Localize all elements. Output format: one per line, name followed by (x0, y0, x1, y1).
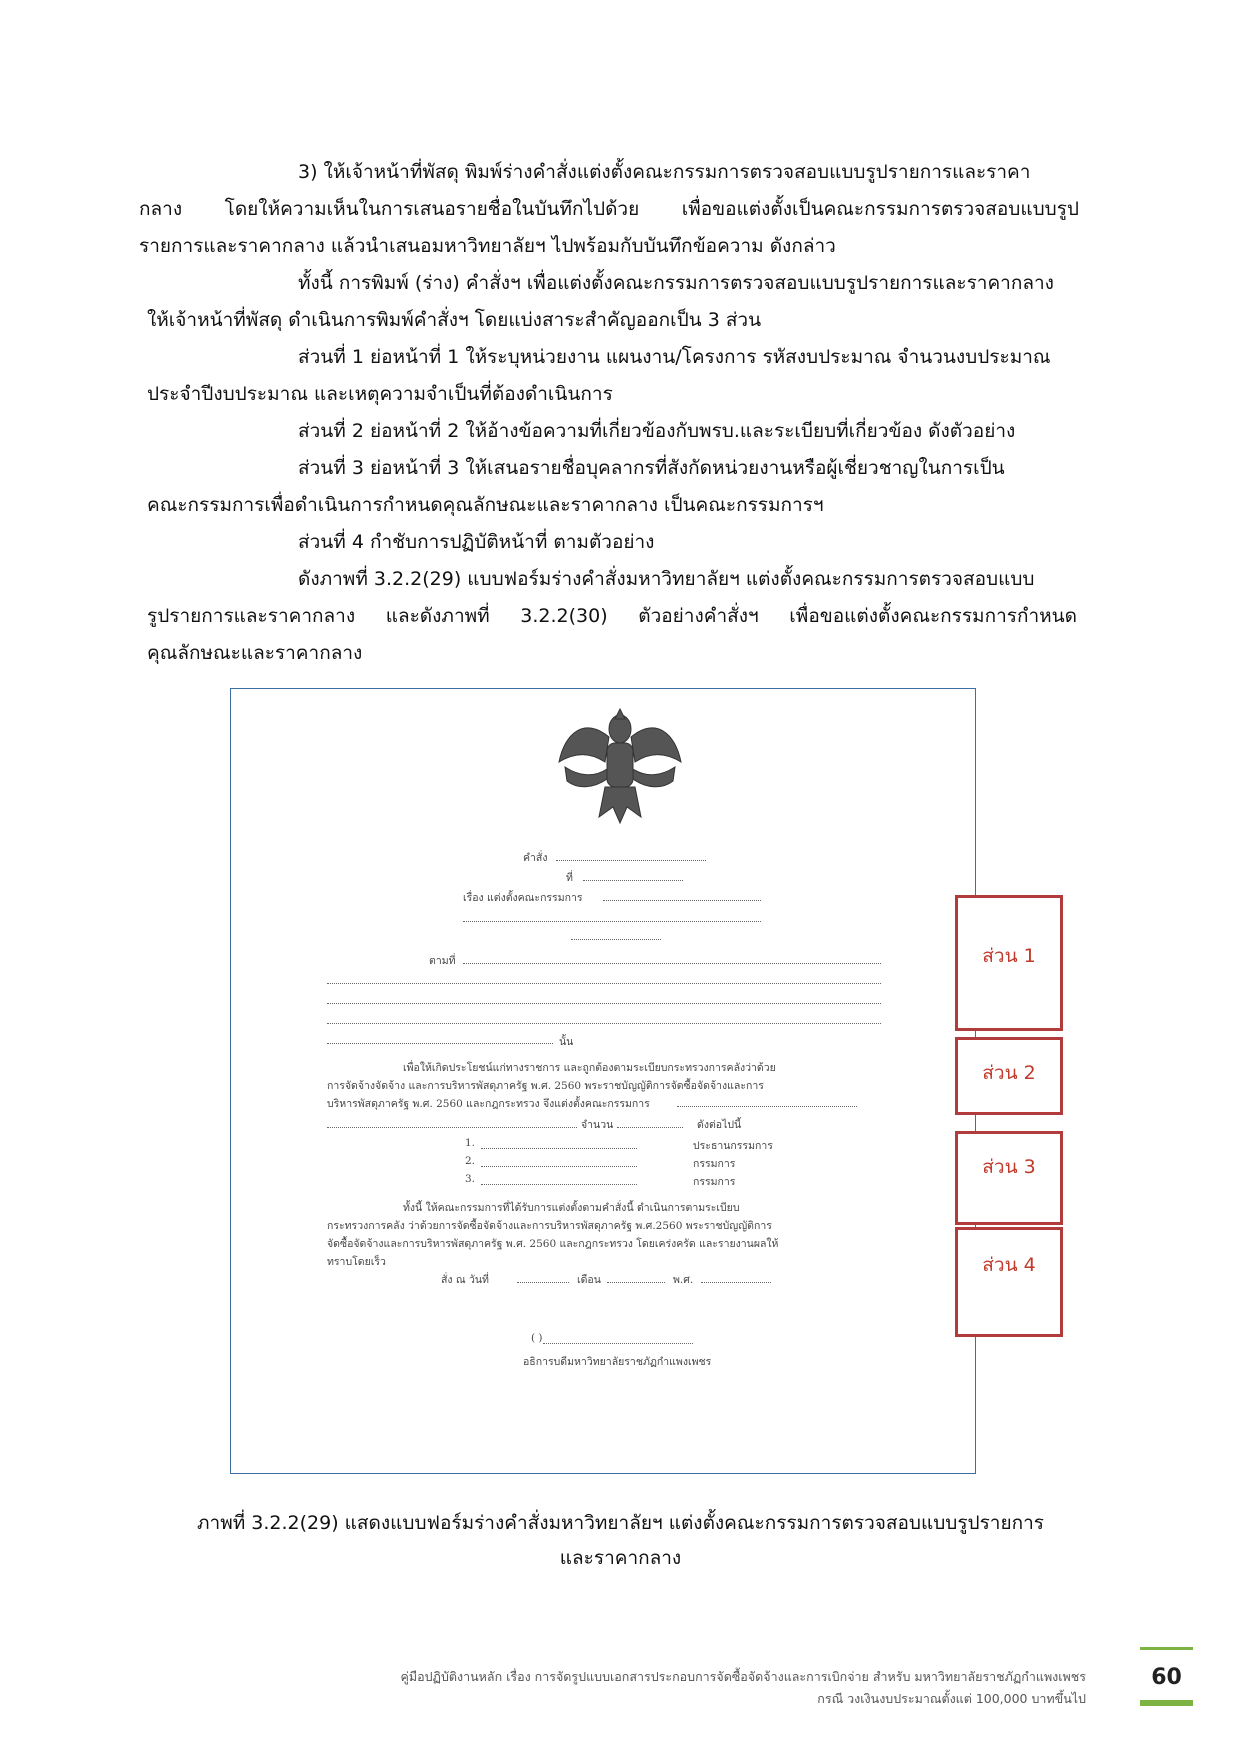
form-subject-blank (603, 900, 761, 901)
figure-caption-line-2: และราคากลาง (559, 1547, 682, 1569)
form-member-1-blank (481, 1148, 637, 1149)
form-subject-blank-2 (463, 921, 761, 922)
form-year-blank (701, 1282, 771, 1283)
form-para1-line-3 (327, 1003, 881, 1004)
section-1-label: ส่วน 1 (982, 945, 1036, 967)
body-line-4: ทั้งนี้ การพิมพ์ (ร่าง) คำสั่งฯ เพื่อแต่งตั้งคณะกรรมการตรวจสอบแบบรูปรายการและราคากลาง (298, 272, 1054, 294)
page-number-bottom-rule (1140, 1700, 1193, 1706)
form-para2-blank (677, 1106, 857, 1107)
form-subject-underline (571, 939, 661, 940)
form-amount-label: จำนวน (581, 1119, 614, 1131)
section-2-label: ส่วน 2 (982, 1062, 1036, 1084)
form-para4-line-4: ทราบโดยเร็ว (327, 1256, 386, 1268)
form-member-2-role: กรรมการ (693, 1158, 736, 1170)
body-line-2: กลาง โดยให้ความเห็นในการเสนอรายชื่อในบันทึกไปด้วย เพื่อขอแต่งตั้งเป็นคณะกรรมการตรวจสอบแบบรูป (139, 198, 1079, 220)
form-para4-line-3: จัดซื้อจัดจ้างและการบริหารพัสดุภาครัฐ พ.ศ. 2560 และกฎกระทรวง โดยเคร่งครัด และรายงานผลให้ (327, 1238, 779, 1250)
form-member-2-num: 2. (465, 1155, 476, 1167)
form-signer-title: อธิการบดีมหาวิทยาลัยราชภัฏกำแพงเพชร (523, 1356, 712, 1368)
body-line-10: คณะกรรมการเพื่อดำเนินการกำหนดคุณลักษณะและราคากลาง เป็นคณะกรรมการฯ (147, 494, 824, 516)
form-member-3-role: กรรมการ (693, 1176, 736, 1188)
form-day-blank (517, 1282, 569, 1283)
form-para4-line-2: กระทรวงการคลัง ว่าด้วยการจัดซื้อจัดจ้างและการบริหารพัสดุภาครัฐ พ.ศ.2560 พระราชบัญญัติการ (327, 1220, 772, 1232)
figure-caption-line-1: ภาพที่ 3.2.2(29) แสดงแบบฟอร์มร่างคำสั่งมหาวิทยาลัยฯ แต่งตั้งคณะกรรมการตรวจสอบแบบรูปรายการ (197, 1512, 1044, 1534)
order-form-figure (230, 688, 976, 1474)
form-member-2-blank (481, 1166, 637, 1167)
form-para2-line-3: บริหารพัสดุภาครัฐ พ.ศ. 2560 และกฎกระทรวง จึงแต่งตั้งคณะกรรมการ (327, 1098, 650, 1110)
form-order-label: คำสั่ง (523, 852, 548, 864)
form-according-label: ตามที่ (429, 955, 456, 967)
body-line-9: ส่วนที่ 3 ย่อหน้าที่ 3 ให้เสนอรายชื่อบุคลากรที่สังกัดหน่วยงานหรือผู้เชี่ยวชาญในการเป็น (298, 457, 1005, 479)
body-line-11: ส่วนที่ 4 กำชับการปฏิบัติหน้าที่ ตามตัวอย่าง (298, 531, 655, 553)
form-para2-line-1: เพื่อให้เกิดประโยชน์แก่ทางราชการ และถูกต้องตามระเบียบกระทรวงการคลังว่าด้วย (403, 1062, 776, 1074)
form-signature-parens: ( ) (531, 1332, 543, 1344)
form-month-blank (607, 1282, 665, 1283)
form-year-label: พ.ศ. (673, 1274, 694, 1286)
body-line-13: รูปรายการและราคากลาง และดังภาพที่ 3.2.2(30) ตัวอย่างคำสั่งฯ เพื่อขอแต่งตั้งคณะกรรมการกำหนด (147, 605, 1077, 627)
section-2-box (955, 1037, 1063, 1115)
form-para1-line-2 (327, 983, 881, 984)
form-month-label: เดือน (577, 1274, 601, 1286)
form-subject-label: เรื่อง แต่งตั้งคณะกรรมการ (463, 892, 583, 904)
garuda-emblem-icon (555, 707, 685, 827)
form-amount-blank-left (327, 1127, 577, 1128)
form-para1-line-4 (327, 1023, 881, 1024)
form-member-3-num: 3. (465, 1173, 476, 1185)
section-4-box (955, 1227, 1063, 1337)
section-3-box (955, 1131, 1063, 1225)
form-member-1-role: ประธานกรรมการ (693, 1140, 773, 1152)
body-line-5: ให้เจ้าหน้าที่พัสดุ ดำเนินการพิมพ์คำสั่งฯ โดยแบ่งสาระสำคัญออกเป็น 3 ส่วน (147, 309, 762, 331)
form-para4-line-1: ทั้งนี้ ให้คณะกรรมการที่ได้รับการแต่งตั้งตามคำสั่งนี้ ดำเนินการตามระเบียบ (403, 1202, 740, 1214)
page-number-top-rule (1140, 1647, 1193, 1650)
form-date-label: สั่ง ณ วันที่ (441, 1274, 489, 1286)
form-para1-line-5 (327, 1043, 553, 1044)
footer-line-1: คู่มือปฏิบัติงานหลัก เรื่อง การจัดรูปแบบเอกสารประกอบการจัดซื้อจัดจ้างและการเบิกจ่าย สำหรับ มหาวิทยาลัยราชภัฏกำแพงเพชร (400, 1669, 1086, 1684)
section-4-label: ส่วน 4 (982, 1254, 1036, 1276)
body-line-12: ดังภาพที่ 3.2.2(29) แบบฟอร์มร่างคำสั่งมหาวิทยาลัยฯ แต่งตั้งคณะกรรมการตรวจสอบแบบ (298, 568, 1035, 590)
body-line-3: รายการและราคากลาง แล้วนำเสนอมหาวิทยาลัยฯ ไปพร้อมกับบันทึกข้อความ ดังกล่าว (139, 235, 836, 257)
form-as-follows-label: ดังต่อไปนี้ (697, 1119, 742, 1131)
form-number-blank (583, 880, 683, 881)
body-line-7: ประจำปีงบประมาณ และเหตุความจำเป็นที่ต้องดำเนินการ (147, 383, 613, 405)
form-that-label: นั้น (559, 1036, 574, 1048)
body-line-1: 3) ให้เจ้าหน้าที่พัสดุ พิมพ์ร่างคำสั่งแต่งตั้งคณะกรรมการตรวจสอบแบบรูปรายการและราคา (298, 161, 1031, 183)
form-member-3-blank (481, 1184, 637, 1185)
form-amount-blank (617, 1127, 683, 1128)
form-signature-blank (543, 1343, 693, 1344)
form-number-label: ที่ (566, 872, 573, 884)
body-line-8: ส่วนที่ 2 ย่อหน้าที่ 2 ให้อ้างข้อความที่เกี่ยวข้องกับพรบ.และระเบียบที่เกี่ยวข้อง ดังตัวอย่าง (298, 420, 1016, 442)
section-3-label: ส่วน 3 (982, 1156, 1036, 1178)
form-member-1-num: 1. (465, 1137, 476, 1149)
form-order-blank (556, 860, 706, 861)
body-line-14: คุณลักษณะและราคากลาง (147, 642, 363, 664)
body-line-6: ส่วนที่ 1 ย่อหน้าที่ 1 ให้ระบุหน่วยงาน แผนงาน/โครงการ รหัสงบประมาณ จำนวนงบประมาณ (298, 346, 1051, 368)
section-1-box (955, 895, 1063, 1031)
page-number: 60 (1151, 1665, 1182, 1690)
footer-line-2: กรณี วงเงินงบประมาณตั้งแต่ 100,000 บาทขึ้นไป (817, 1691, 1086, 1706)
form-according-blank (463, 963, 881, 964)
form-para2-line-2: การจัดจ้างจัดจ้าง และการบริหารพัสดุภาครัฐ พ.ศ. 2560 พระราชบัญญัติการจัดซื้อจัดจ้างและการ (327, 1080, 764, 1092)
